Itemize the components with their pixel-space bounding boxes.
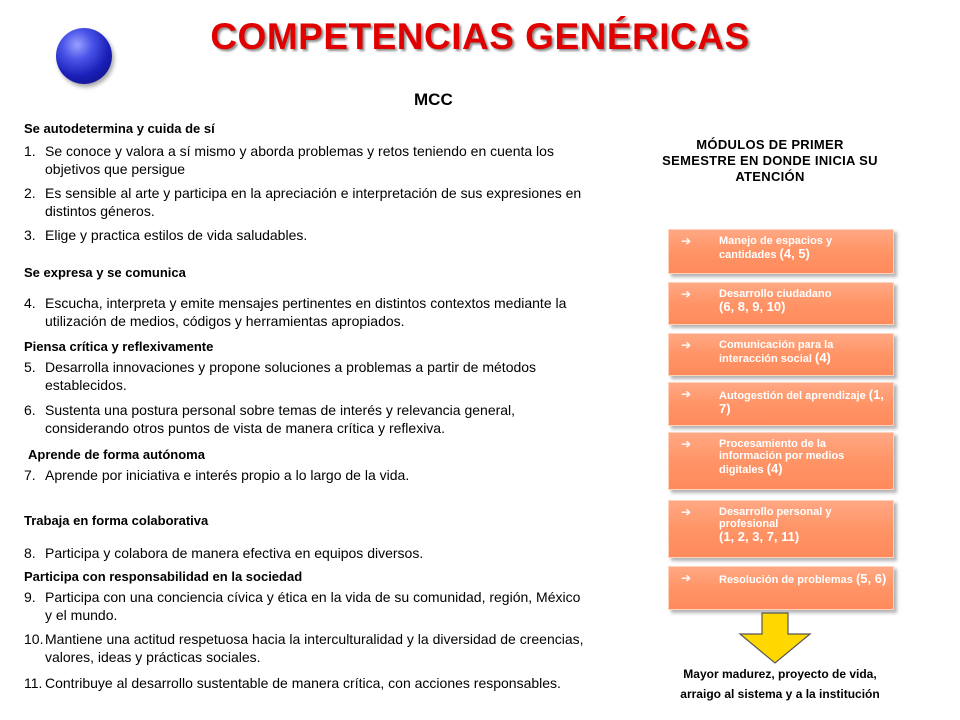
item-number: 11. [24,675,43,691]
mcc-subtitle: MCC [414,90,453,109]
item-number: 9. [24,589,36,605]
module-box [668,500,894,558]
competency-item [24,184,584,220]
category-heading: Aprende de forma autónoma [28,447,205,462]
module-name: Procesamiento de la información por medios digitales [719,438,845,476]
category-heading: Trabaja en forma colaborativa [24,513,209,528]
item-number: 6. [24,402,36,418]
item-text: Es sensible al arte y participa en la apreciación e interpretación de sus expresiones en distintos géneros. [45,185,582,219]
competency-item [24,588,584,624]
competency-item [24,674,561,692]
module-name: Autogestión del aprendizaje [719,390,866,402]
competency-item [24,358,584,394]
module-competency-numbers: (6, 8, 9, 10) [719,299,786,314]
module-name: Desarrollo ciudadano [719,288,832,300]
module-label [719,339,887,365]
item-text: Elige y practica estilos de vida saludables. [45,227,308,243]
competency-item [24,544,423,562]
item-number: 7. [24,467,36,483]
item-text: Aprende por iniciativa e interés propio a lo largo de la vida. [45,467,410,483]
arrow-right-icon: ➔ [681,505,692,519]
module-competency-numbers: (4) [815,350,831,365]
competency-item [24,466,409,484]
arrow-right-icon: ➔ [681,387,692,401]
category-heading: Participa con responsabilidad en la sociedad [24,569,303,584]
module-box [668,333,894,376]
item-text: Se conoce y valora a sí mismo y aborda problemas y retos teniendo en cuenta los objetivos que persigue [45,143,554,177]
module-name: Desarrollo personal y profesional [719,506,832,530]
module-competency-numbers: (4) [766,461,783,476]
arrow-right-icon: ➔ [681,571,692,585]
arrow-right-icon: ➔ [681,287,692,301]
conclusion-line: arraigo al sistema y a la institución [680,687,880,701]
module-label [719,235,887,261]
conclusion-line: Mayor madurez, proyecto de vida, [683,667,877,681]
item-number: 1. [24,143,36,159]
module-competency-numbers: (4, 5) [779,246,810,261]
module-box [668,282,894,325]
arrow-right-icon: ➔ [681,338,692,352]
item-text: Participa con una conciencia cívica y ética en la vida de su comunidad, región, México y el mundo. [45,589,581,623]
arrow-right-icon: ➔ [681,437,692,451]
module-box [668,432,894,490]
item-number: 8. [24,545,36,561]
competency-item [24,630,584,666]
item-number: 2. [24,185,36,201]
module-label [719,288,887,314]
competency-item [24,401,584,437]
item-number: 4. [24,295,36,311]
module-name: Comunicación para la interacción social [719,339,834,365]
item-number: 5. [24,359,36,375]
conclusion-text [660,664,900,704]
module-name: Manejo de espacios y cantidades [719,235,833,261]
category-heading: Piensa crítica y reflexivamente [24,339,214,354]
module-box [668,229,894,274]
item-text: Escucha, interpreta y emite mensajes pertinentes en distintos contextos mediante la utilización de medios, códigos y herramientas apropiados. [45,295,567,329]
module-label [719,438,887,476]
item-text: Contribuye al desarrollo sustentable de manera crítica, con acciones responsables. [45,675,561,691]
item-text: Participa y colabora de manera efectiva en equipos diversos. [45,545,424,561]
module-label [719,506,887,544]
competency-item [24,142,584,178]
item-text: Desarrolla innovaciones y propone soluciones a problemas a partir de métodos establecidos. [45,359,537,393]
module-competency-numbers: (1, 7) [719,387,884,416]
module-box [668,566,894,610]
competency-item [24,226,307,244]
module-label [719,388,887,416]
module-competency-numbers: (5, 6) [855,571,887,586]
item-text: Sustenta una postura personal sobre temas de interés y relevancia general, considerando otros puntos de vista de manera crítica y reflexiva. [45,402,516,436]
page-title: COMPETENCIAS GENÉRICAS [210,16,750,57]
arrow-right-icon: ➔ [681,234,692,248]
module-label [719,572,887,586]
item-text: Mantiene una actitud respetuosa hacia la interculturalidad y la diversidad de creencias, valores, ideas y prácticas sociales. [45,631,584,665]
module-competency-numbers: (1, 2, 3, 7, 11) [719,529,800,544]
category-heading: Se autodetermina y cuida de sí [24,121,215,136]
competency-item [24,294,584,330]
item-number: 10. [24,631,44,647]
modules-heading: MÓDULOS DE PRIMER SEMESTRE EN DONDE INICIA SU ATENCIÓN [662,137,878,184]
module-box [668,382,894,426]
down-arrow-icon [738,612,812,664]
item-number: 3. [24,227,36,243]
category-heading: Se expresa y se comunica [24,265,186,280]
module-name: Resolución de problemas [719,574,853,586]
